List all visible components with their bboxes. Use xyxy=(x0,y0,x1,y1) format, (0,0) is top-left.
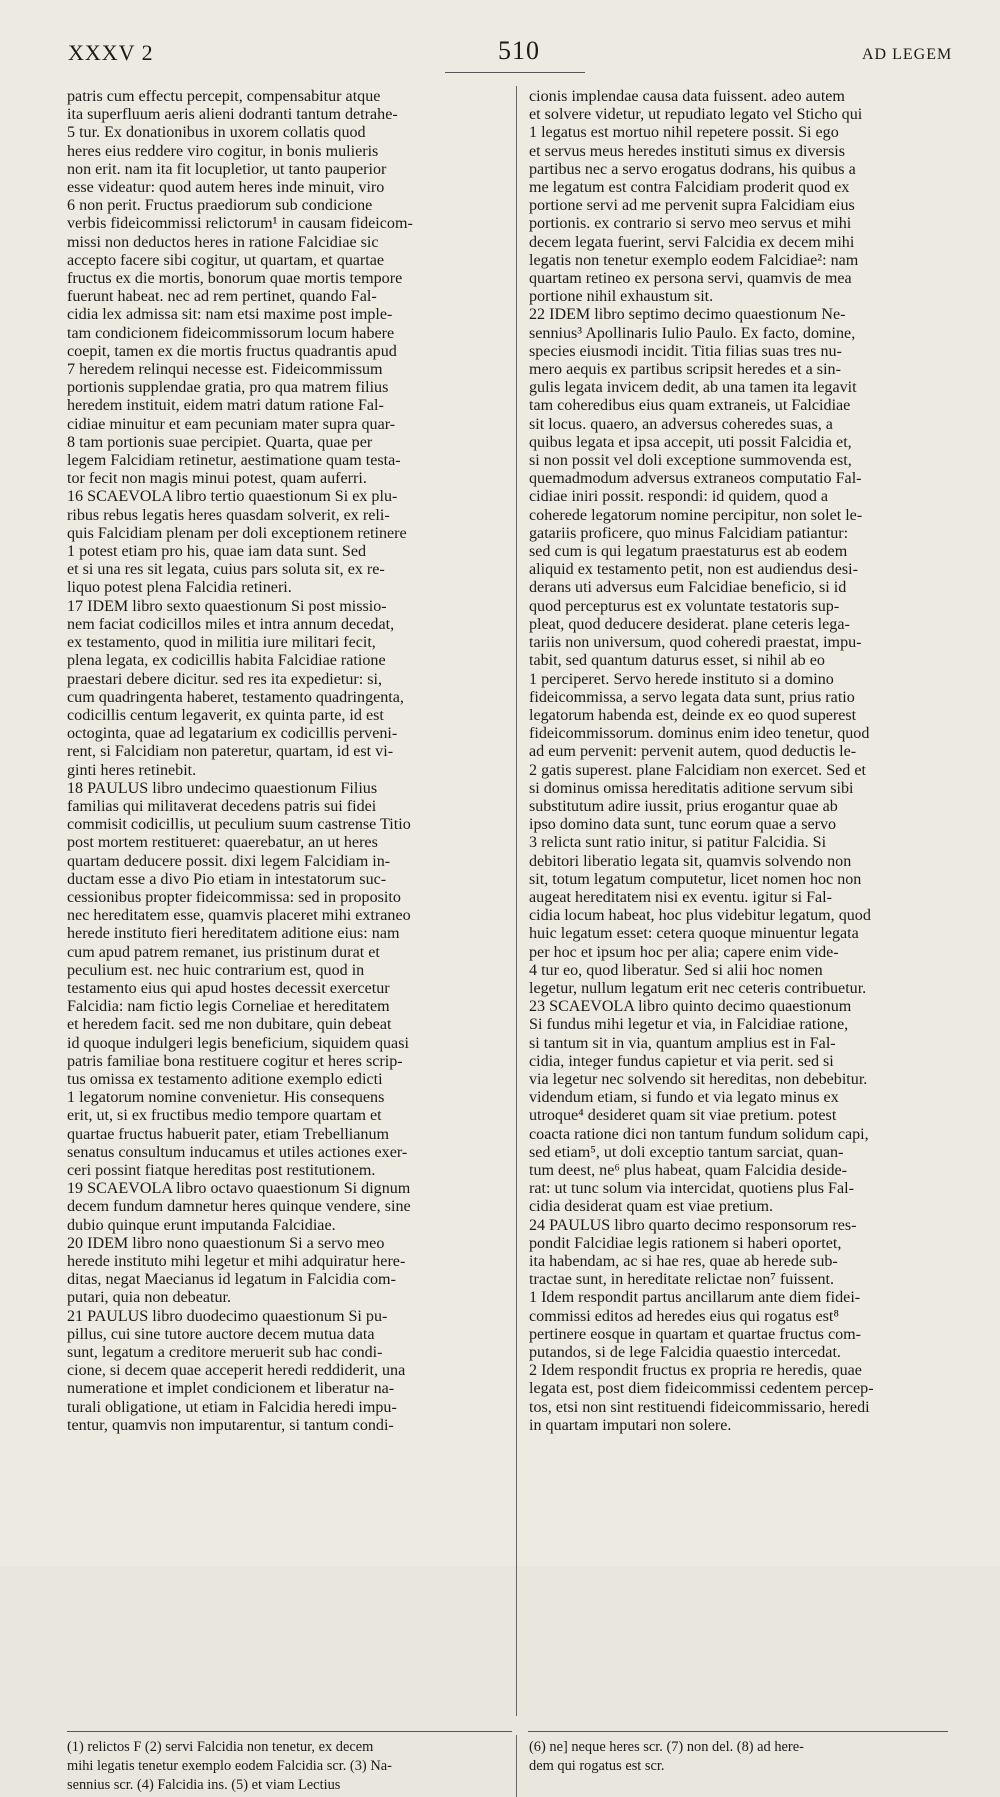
text-line: quartam retineo ex persona servi, quamvis de mea xyxy=(529,270,852,288)
header-rule xyxy=(445,72,585,73)
footnote-line: (6) ne] neque heres scr. (7) non del. (8) ad here- xyxy=(529,1739,804,1755)
text-line: huic legatum esset: cetera quoque minuentur legata xyxy=(529,925,859,943)
text-line: et solvere videtur, ut repudiato legato vel Sticho qui xyxy=(529,106,863,124)
text-line: 2 gatis superest. plane Falcidiam non exercet. Sed et xyxy=(529,761,866,779)
text-line: quemadmodum adversus extraneos computatio Fal- xyxy=(529,470,862,488)
left-text-column xyxy=(67,88,507,1435)
text-line: pleat, quod deducere desiderat. plane ceteris lega- xyxy=(529,615,850,633)
text-line: cidiae iniri possit. respondi: id quidem, quod a xyxy=(529,488,829,506)
text-line: putandos, si de lege Falcidia quaestio intercedat. xyxy=(529,1344,841,1362)
text-line: ditas, negat Maecianus id legatum in Falcidia com- xyxy=(67,1271,396,1289)
text-line: fructus ex die mortis, bonorum quae mortis tempore xyxy=(67,270,403,288)
text-line: portionis supplendae gratia, pro qua matrem filius xyxy=(67,379,389,397)
text-line: derans uti adversus eum Falcidiae beneficio, si id xyxy=(529,579,847,597)
text-line: dubio quinque erunt imputanda Falcidiae. xyxy=(67,1216,336,1234)
running-head-left: XXXV 2 xyxy=(68,40,154,65)
text-line: decem fundum damnetur heres quinque vendere, sine xyxy=(67,1198,411,1216)
text-line: erit, ut, si ex fructibus medio tempore quartam et xyxy=(67,1107,382,1125)
text-line: sed etiam⁵, ut doli exceptio tantum sarciat, quan- xyxy=(529,1143,844,1161)
text-line: decem legata fuerint, servi Falcidia ex decem mihi xyxy=(529,233,855,251)
text-line: 1 potest etiam pro his, quae iam data sunt. Sed xyxy=(67,543,367,561)
text-line: patris cum effectu percepit, compensabitur atque xyxy=(67,88,381,105)
text-line: 6 non perit. Fructus praediorum sub condicione xyxy=(67,197,373,215)
text-line: 7 heredem relinqui necesse est. Fideicommissum xyxy=(67,361,383,379)
text-line: 19 SCAEVOLA libro octavo quaestionum Si dignum xyxy=(67,1180,411,1198)
text-line: esse videatur: quod autem heres inde minuit, viro xyxy=(67,179,385,197)
text-line: 1 Idem respondit partus ancillarum ante diem fidei- xyxy=(529,1289,861,1307)
text-line: 3 relicta sunt ratio initur, si patitur Falcidia. Si xyxy=(529,834,827,852)
text-line: tos, etsi non sint restituendi fideicommissario, heredi xyxy=(529,1398,870,1416)
text-line: cidia lex admissa sit: nam etsi maxime post imple- xyxy=(67,306,393,324)
text-line: quod percepturus est ex voluntate testatoris sup- xyxy=(529,597,840,615)
text-line: coherede legatorum nomine percipitur, non solet le- xyxy=(529,506,863,524)
text-line: putari, quia non debeatur. xyxy=(67,1289,232,1307)
text-line: herede instituto mihi legetur et mihi adquiratur here- xyxy=(67,1253,406,1270)
text-line: liquo potest plena Falcidia retineri. xyxy=(67,579,292,597)
footnote-line: mihi legatis tenetur exemplo eodem Falcidia scr. (3) Na- xyxy=(67,1758,392,1774)
text-line: tabit, sed quantum daturus esset, si nihil ab eo xyxy=(529,652,825,670)
text-line: Si fundus mihi legetur et via, in Falcidiae ratione, xyxy=(529,1016,849,1034)
text-line: ceri possint fiatque hereditas post restitutionem. xyxy=(67,1161,376,1179)
text-line: ita habendam, ac si hae res, quae ab herede sub- xyxy=(529,1253,838,1270)
text-line: nem faciat codicillos miles et intra annum decedat, xyxy=(67,615,395,633)
text-line: ribus rebus legatis heres quasdam solverit, ex reli- xyxy=(67,506,390,524)
text-line: tractae sunt, in hereditate relictae non⁷ fuissent. xyxy=(529,1271,835,1289)
text-line: ductam esse a divo Pio etiam in intestatorum suc- xyxy=(67,870,387,888)
text-line: cum apud patrem remanet, ius pristinum durat et xyxy=(67,943,380,961)
text-line: portione nihil exhaustum sit. xyxy=(529,288,714,306)
text-line: si tantum sit in via, quantum amplius est in Fal- xyxy=(529,1034,836,1052)
text-line: post mortem restitueret: quaerebatur, an ut heres xyxy=(67,834,378,852)
text-line: sed cum is qui legatum praestaturus est ab eodem xyxy=(529,543,848,561)
text-line: accepto facere sibi cogitur, ut quartam, et quartae xyxy=(67,251,385,269)
text-line: quartae fructus habuerit pater, etiam Trebellianum xyxy=(67,1125,390,1143)
text-line: plena legata, ex codicillis habita Falcidiae ratione xyxy=(67,652,386,670)
text-line: via legetur nec solvendo sit hereditas, non debebitur. xyxy=(529,1070,868,1088)
footnote-line: dem qui rogatus est scr. xyxy=(529,1758,665,1774)
text-line: cidiae minuitur et eam pecuniam mater supra quar- xyxy=(67,415,396,433)
text-line: sennius³ Apollinaris Iulio Paulo. Ex facto, domine, xyxy=(529,324,856,342)
text-line: tum deest, ne⁶ plus habeat, quam Falcidia deside- xyxy=(529,1161,848,1179)
text-line: verbis fideicommissi relictorum¹ in causam fideicom- xyxy=(67,215,413,233)
footnotes-right xyxy=(529,1738,949,1776)
text-line: id quoque indulgeri legis beneficium, siquidem quasi xyxy=(67,1034,409,1052)
text-line: 17 IDEM libro sexto quaestionum Si post missio- xyxy=(67,597,387,615)
text-line: heredem instituit, eidem matri datum ratione Fal- xyxy=(67,397,384,415)
footnote-line: sennius scr. (4) Falcidia ins. (5) et viam Lectius xyxy=(67,1777,341,1793)
text-line: sunt, legatum a creditore meruerit sub hac condi- xyxy=(67,1344,383,1362)
text-line: rat: ut tunc solum via intercidat, quotiens plus Fal- xyxy=(529,1180,854,1198)
text-line: legem Falcidiam retinetur, aestimatione quam testa- xyxy=(67,452,401,470)
text-line: pondit Falcidiae legis rationem si haberi oportet, xyxy=(529,1234,842,1252)
text-line: numeratione et implet condicionem et liberatur na- xyxy=(67,1380,395,1398)
text-line: cidia locum habeat, hoc plus videbitur legatum, quod xyxy=(529,907,871,925)
text-line: debitori liberatio legata sit, quamvis solvendo non xyxy=(529,852,852,870)
text-line: tam condicionem fideicommissorum locum habere xyxy=(67,324,395,342)
text-line: codicillis centum legaverit, ex quinta parte, id est xyxy=(67,706,384,724)
text-line: ex testamento, quod in militia iure militari fecit, xyxy=(67,634,376,652)
text-line: et si una res sit legata, cuius pars soluta sit, ex re- xyxy=(67,561,385,579)
text-line: 5 tur. Ex donationibus in uxorem collatis quod xyxy=(67,124,366,142)
text-line: ita superfluum aeris alieni dodranti tantum detrahe- xyxy=(67,106,398,124)
text-line: pillus, cui sine tutore auctore decem mutua data xyxy=(67,1325,375,1343)
text-line: familias qui militaverat decedens patris sui fidei xyxy=(67,797,377,815)
text-line: legetur, nullum legatum erit nec ceteris contribuetur. xyxy=(529,979,867,997)
text-line: utroque⁴ desideret quam sit viae pretium. potest xyxy=(529,1107,837,1125)
text-line: fuerunt habeat. nec ad rem pertinet, quando Fal- xyxy=(67,288,377,306)
text-line: 1 legatorum nomine convenietur. His consequens xyxy=(67,1089,385,1107)
text-line: partibus nec a servo erogatus dodrans, his quibus a xyxy=(529,160,856,178)
text-line: in quartam imputari non solere. xyxy=(529,1416,732,1434)
text-line: tus omissa ex testamento aditione exemplo edicti xyxy=(67,1070,383,1088)
text-line: tam coheredibus eius quam extraneis, ut Falcidiae xyxy=(529,397,851,415)
text-line: et servus meus heredes instituti simus ex diversis xyxy=(529,142,846,160)
text-line: ad eum pervenit: pervenit autem, quod deductis le- xyxy=(529,743,857,761)
text-line: cum quadringenta haberet, testamento quadringenta, xyxy=(67,688,404,706)
text-line: si non possit vel doli exceptione summovenda est, xyxy=(529,452,852,470)
text-line: Falcidia: nam fictio legis Corneliae et hereditatem xyxy=(67,998,390,1016)
text-line: commisit codicillis, ut peculium suum castrense Titio xyxy=(67,816,411,834)
text-line: sit, totum legatum computetur, licet nomen hoc non xyxy=(529,870,862,888)
text-line: gatariis proficere, quo minus Falcidiam patiantur: xyxy=(529,524,849,542)
text-line: legatorum habenda est, deinde ex eo quod superest xyxy=(529,706,857,724)
text-line: quibus legata et ipsa accepit, uti possit Falcidia et, xyxy=(529,433,852,451)
text-line: cionis implendae causa data fuissent. adeo autem xyxy=(529,88,845,105)
text-line: gulis legata invicem dedit, ab una tamen ita legavit xyxy=(529,379,857,397)
text-line: herede instituto fieri hereditatem aditione eius: nam xyxy=(67,925,400,943)
text-line: peculium est. nec huic contrarium est, quod in xyxy=(67,961,365,979)
text-line: non erit. nam ita fit locupletior, ut tanto pauperior xyxy=(67,160,387,178)
text-line: tor fecit non magis minui potest, quam auferri. xyxy=(67,470,367,488)
text-line: cessionibus propter fideicommissa: sed in proposito xyxy=(67,888,401,906)
text-line: mero aequis ex partibus scripsit heredes et a sin- xyxy=(529,361,841,379)
text-line: testamento eius qui apud hostes decessit exercetur xyxy=(67,979,390,997)
text-line: 21 PAULUS libro duodecimo quaestionum Si pu- xyxy=(67,1307,388,1325)
column-divider xyxy=(516,86,517,1716)
text-line: sit locus. quaero, an adversus coheredes suas, a xyxy=(529,415,833,433)
text-line: senatus consultum inducamus et utiles actiones exer- xyxy=(67,1143,408,1161)
text-line: cidia desiderat quam est viae pretium. xyxy=(529,1198,773,1216)
text-line: videndum etiam, si fundo et via legato minus ex xyxy=(529,1089,839,1107)
text-line: praestari debere dicitur. sed res ita expedietur: si, xyxy=(67,670,383,688)
text-line: 20 IDEM libro nono quaestionum Si a servo meo xyxy=(67,1234,385,1252)
text-line: 1 legatus est mortuo nihil repetere possit. Si ego xyxy=(529,124,839,142)
text-line: et heredem facit. sed me non dubitare, quin debeat xyxy=(67,1016,392,1034)
text-line: substitutum adire iussit, prius erogantur quae ab xyxy=(529,797,838,815)
text-line: coepit, tamen ex die mortis fructus quadrantis apud xyxy=(67,342,397,360)
text-line: 23 SCAEVOLA libro quinto decimo quaestionum xyxy=(529,998,852,1016)
text-line: me legatum est contra Falcidiam proderit quod ex xyxy=(529,179,850,197)
text-line: quartam deducere possit. dixi legem Falcidiam in- xyxy=(67,852,391,870)
text-line: portionis. ex contrario si servo meo servus et mihi xyxy=(529,215,852,233)
text-line: 8 tam portionis suae percipiet. Quarta, quae per xyxy=(67,433,373,451)
text-line: cione, si decem quae acceperit heredi reddiderit, una xyxy=(67,1362,406,1380)
text-line: 16 SCAEVOLA libro tertio quaestionum Si ex plu- xyxy=(67,488,398,506)
text-line: augeat hereditatem nisi ex eventu. igitur si Fal- xyxy=(529,888,833,906)
text-line: ginti heres retinebit. xyxy=(67,761,197,779)
text-line: 22 IDEM libro septimo decimo quaestionum Ne- xyxy=(529,306,846,324)
text-line: octoginta, quae ad legatarium ex codicillis perveni- xyxy=(67,725,398,743)
text-line: aliquid ex testamento petit, non est audiendus desi- xyxy=(529,561,858,579)
text-line: pertinere eosque in quartam et quartae fructus com- xyxy=(529,1325,862,1343)
text-line: per hoc et ipsum hoc per alia; capere enim vide- xyxy=(529,943,839,961)
text-line: tariis non universum, quod coheredi praestat, impu- xyxy=(529,634,862,652)
text-line: turali obligatione, ut etiam in Falcidia heredi impu- xyxy=(67,1398,397,1416)
running-head-right: AD LEGEM xyxy=(862,46,953,63)
footnote-rule-right xyxy=(528,1731,948,1732)
footnote-divider xyxy=(516,1735,517,1797)
text-line: ipso domino data sunt, tunc eorum quae a servo xyxy=(529,816,837,834)
text-line: 4 tur eo, quod liberatur. Sed si alii hoc nomen xyxy=(529,961,823,979)
text-line: legatis non tenetur exemplo eodem Falcidiae²: nam xyxy=(529,251,859,269)
text-line: 18 PAULUS libro undecimo quaestionum Filius xyxy=(67,779,378,797)
text-line: 24 PAULUS libro quarto decimo responsorum res- xyxy=(529,1216,857,1234)
footnote-line: (1) relictos F (2) servi Falcidia non tenetur, ex decem xyxy=(67,1739,374,1755)
text-line: 1 perciperet. Servo herede instituto si a domino xyxy=(529,670,834,688)
text-line: patris familiae bona restituere cogitur et heres scrip- xyxy=(67,1052,403,1070)
text-line: rent, si Falcidiam non pateretur, quartam, id est vi- xyxy=(67,743,394,761)
text-line: species eiusmodi incidit. Titia filias suas tres nu- xyxy=(529,342,842,360)
text-line: quis Falcidiam plenam per doli exceptionem retinere xyxy=(67,524,407,542)
text-line: 2 Idem respondit fructus ex propria re heredis, quae xyxy=(529,1362,862,1380)
page-number: 510 xyxy=(498,36,540,65)
text-line: tentur, quamvis non imputarentur, si tantum condi- xyxy=(67,1416,394,1434)
text-line: legata est, post diem fideicommissi cedentem percep- xyxy=(529,1380,874,1398)
text-line: missi non deductos heres in ratione Falcidiae sic xyxy=(67,233,379,251)
text-line: si dominus omissa hereditatis aditione servum sibi xyxy=(529,779,854,797)
text-line: portione servi ad me pervenit supra Falcidiam eius xyxy=(529,197,855,215)
text-line: commissi editos ad heredes eius qui rogatus est⁸ xyxy=(529,1307,839,1325)
text-line: nec hereditatem esse, quamvis placeret mihi extraneo xyxy=(67,907,411,925)
text-line: heres eius reddere viro cogitur, in bonis mulieris xyxy=(67,142,379,160)
text-line: coacta ratione dici non tantum fundum solidum capi, xyxy=(529,1125,869,1143)
text-line: cidia, integer fundus capietur et via perit. sed si xyxy=(529,1052,834,1070)
footnotes-left xyxy=(67,1738,512,1795)
text-line: fideicommissorum. dominus enim ideo tenetur, quod xyxy=(529,725,870,743)
footnote-rule-left xyxy=(67,1731,512,1732)
text-line: fideicommissa, a servo legata data sunt, prius ratio xyxy=(529,688,855,706)
right-text-column xyxy=(529,88,949,1435)
